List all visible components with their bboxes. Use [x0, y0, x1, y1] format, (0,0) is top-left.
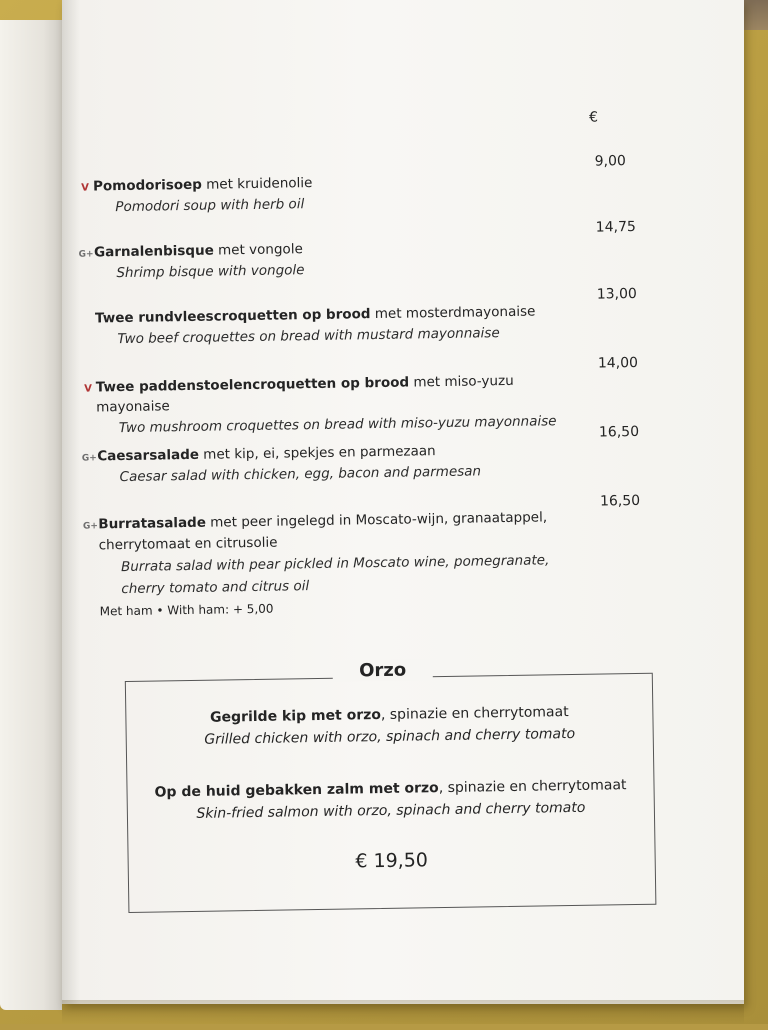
- item-translation: Caesar salad with chicken, egg, bacon and parmesan: [81, 459, 581, 489]
- item-description: met kip, ei, spekjes en parmezaan: [199, 443, 436, 463]
- orzo-item-translation: Grilled chicken with orzo, spinach and cherry tomato: [127, 722, 653, 752]
- item-description: met peer ingelegd in Moscato-wijn, granaatappel,: [206, 509, 547, 530]
- gluten-free-icon: G+: [78, 249, 94, 259]
- section-title-orzo: Orzo: [333, 659, 433, 682]
- item-price: 14,75: [596, 219, 636, 236]
- orzo-item-description: , spinazie en cherrytomaat: [439, 777, 627, 796]
- item-name: Burratasalade: [98, 515, 206, 533]
- item-translation: Pomodori soup with herb oil: [77, 189, 577, 219]
- item-description: met vongole: [214, 241, 303, 258]
- orzo-item-name: Gegrilde kip met orzo: [210, 707, 381, 726]
- item-name: Pomodorisoep: [93, 177, 202, 195]
- item-price: 14,00: [598, 355, 638, 372]
- vegetarian-icon: V: [77, 182, 93, 193]
- gluten-free-icon: G+: [82, 521, 98, 531]
- item-description: met kruidenolie: [202, 175, 313, 193]
- item-name: Twee paddenstoelencroquetten op brood: [96, 375, 410, 396]
- orzo-item: [127, 774, 654, 826]
- item-translation: Two beef croquettes on bread with mustard mayonnaise: [79, 321, 579, 351]
- item-name: Twee rundvleescroquetten op brood: [95, 306, 371, 326]
- item-translation: Burrata salad with pear pickled in Moscato wine, pomegranate,: [83, 549, 583, 579]
- item-description-continued: cherrytomaat en citrusolie: [83, 527, 583, 557]
- menu-item: [78, 235, 579, 285]
- currency-header: €: [589, 110, 598, 126]
- orzo-item-description: , spinazie en cherrytomaat: [381, 704, 569, 723]
- menu-item: [82, 507, 584, 623]
- item-price: 16,50: [600, 493, 640, 510]
- item-translation: Two mushroom croquettes on bread with miso-yuzu mayonnaise: [81, 410, 581, 440]
- item-price: 16,50: [599, 424, 639, 441]
- item-description: met miso-yuzu mayonaise: [96, 373, 514, 416]
- vegetarian-icon: V: [80, 383, 96, 394]
- item-name: Caesarsalade: [97, 447, 199, 465]
- orzo-price: € 19,50: [129, 846, 655, 876]
- menu-item: [80, 370, 581, 440]
- orzo-item-translation: Skin-fried salmon with orzo, spinach and cherry tomato: [128, 796, 654, 826]
- item-addon-note: Met ham • With ham: + 5,00: [84, 593, 584, 623]
- menu-item: [79, 301, 580, 351]
- orzo-item-name: Op de huid gebakken zalm met orzo: [154, 780, 438, 800]
- item-translation: Shrimp bisque with vongole: [78, 255, 578, 285]
- item-price: 13,00: [597, 286, 637, 303]
- item-price: 9,00: [595, 153, 626, 169]
- orzo-box: [125, 673, 657, 913]
- item-name: Garnalenbisque: [94, 243, 214, 261]
- item-description: met mosterdmayonaise: [370, 304, 535, 323]
- menu-item: [77, 169, 578, 219]
- gluten-free-icon: G+: [81, 453, 97, 463]
- menu-item: [81, 439, 582, 489]
- orzo-item: [126, 700, 653, 752]
- item-translation-continued: cherry tomato and citrus oil: [83, 571, 583, 601]
